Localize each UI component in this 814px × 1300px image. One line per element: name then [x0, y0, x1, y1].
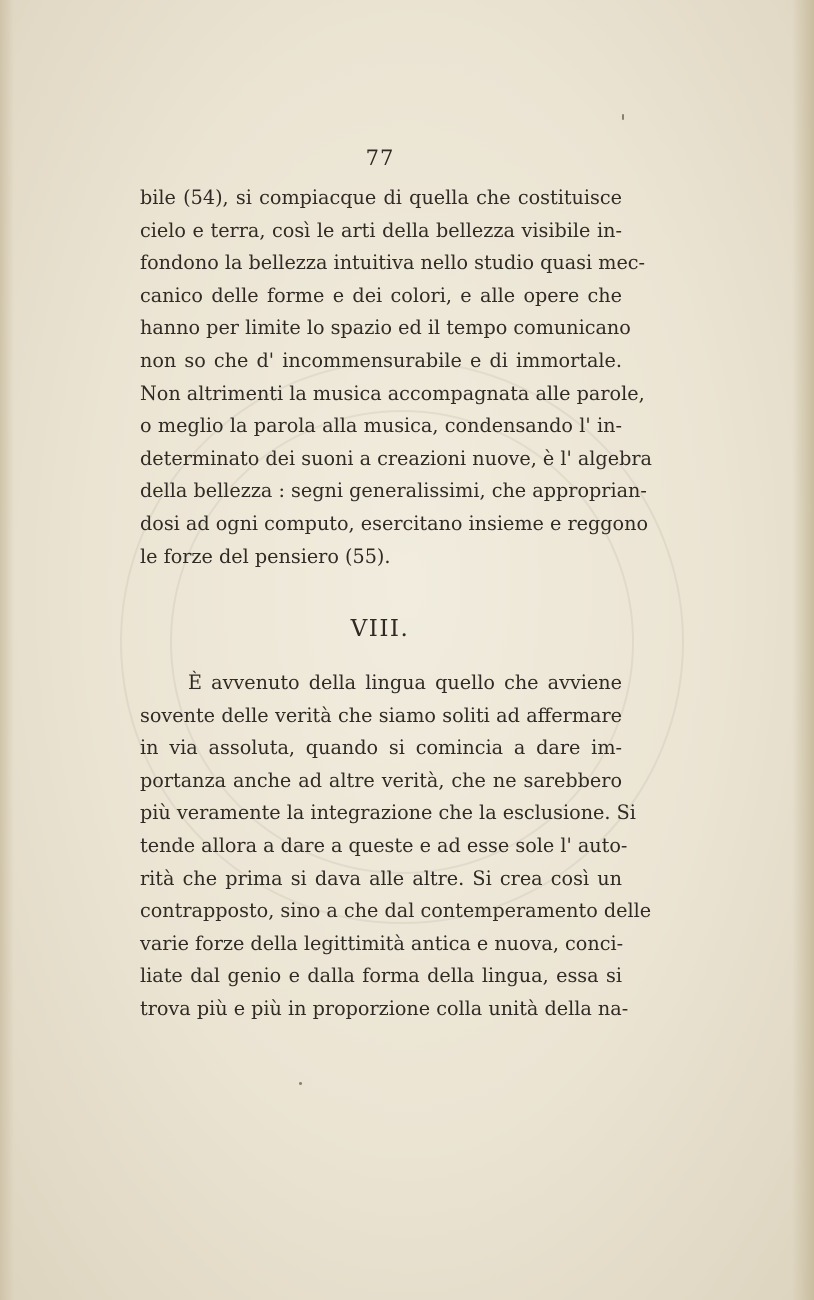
text-line: della bellezza : segni generalissimi, che approprian-	[140, 479, 647, 503]
text-line: portanza anche ad altre verità, che ne sarebbero	[140, 768, 622, 792]
page-number: 77	[365, 146, 395, 170]
paper-speck	[622, 114, 624, 120]
paper-speck	[299, 1082, 302, 1085]
text-line: rità che prima si dava alle altre. Si crea così un	[140, 866, 622, 890]
text-line: più veramente la integrazione che la esclusione. Si	[140, 801, 636, 825]
text-line: dosi ad ogni computo, esercitano insieme e reggono	[140, 511, 649, 535]
text-line: contrapposto, sino a che dal contemperamento delle	[140, 899, 652, 923]
paragraph-2	[140, 667, 652, 1026]
text-line: determinato dei suoni a creazioni nuove, è l' algebra	[140, 446, 652, 470]
text-line: È avvenuto della lingua quello che avviene	[188, 671, 622, 694]
text-line: le forze del pensiero (55).	[140, 544, 391, 568]
text-line: non so che d' incommensurabile e di immortale.	[140, 348, 622, 372]
section-heading: VIII.	[350, 616, 410, 642]
text-line: hanno per limite lo spazio ed il tempo comunicano	[140, 316, 631, 340]
text-line: varie forze della legittimità antica e nuova, conci-	[140, 931, 624, 955]
paragraph-1	[140, 182, 652, 573]
text-line: fondono la bellezza intuitiva nello studio quasi mec-	[140, 251, 646, 275]
text-line: canico delle forme e dei colori, e alle opere che	[140, 283, 622, 307]
page-edge-left	[0, 0, 14, 1300]
text-line: liate dal genio e dalla forma della lingua, essa si	[140, 964, 622, 988]
page-edge-right	[792, 0, 814, 1300]
text-line: bile (54), si compiacque di quella che costituisce	[140, 186, 622, 209]
text-line: tende allora a dare a queste e ad esse sole l' auto-	[140, 833, 628, 857]
text-line: cielo e terra, così le arti della bellezza visibile in-	[140, 218, 622, 242]
text-line: trova più e più in proporzione colla unità della na-	[140, 996, 629, 1020]
text-line: sovente delle verità che siamo soliti ad affermare	[140, 703, 622, 727]
text-line: o meglio la parola alla musica, condensando l' in-	[140, 414, 622, 438]
text-line: Non altrimenti la musica accompagnata alle parole,	[140, 381, 645, 405]
text-line: in via assoluta, quando si comincia a dare im-	[140, 736, 622, 760]
